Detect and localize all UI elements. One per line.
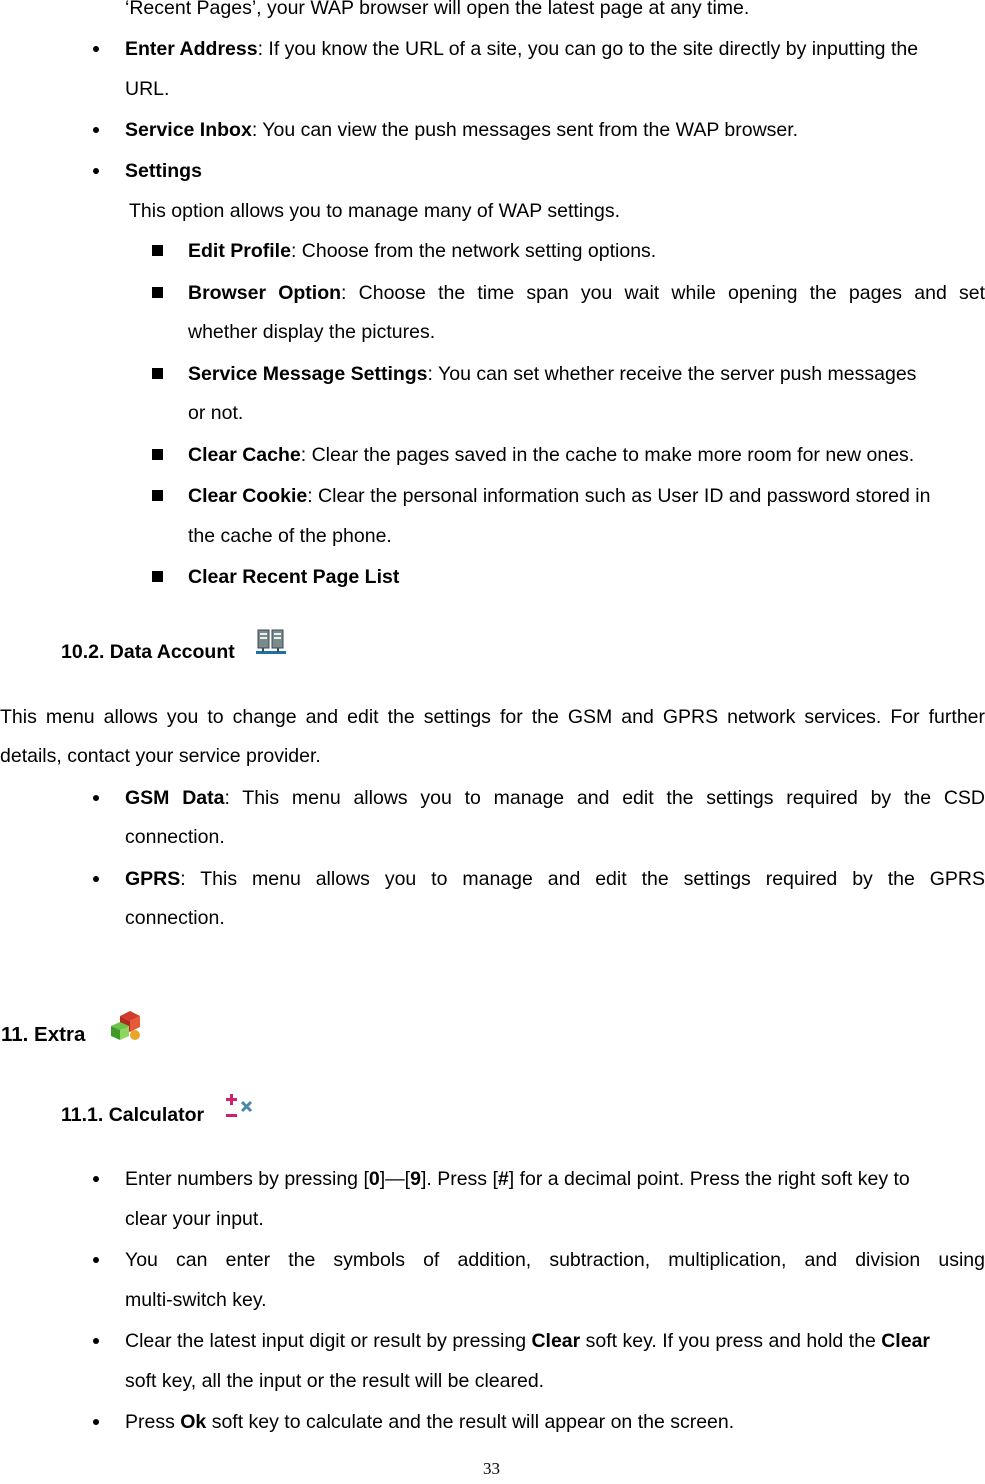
clear-cache-item: Clear Cache: Clear the pages saved in the cache to make more room for new ones. xyxy=(188,444,915,466)
calc-item-2: You can enter the symbols of addition, subtraction, multiplication, and division using xyxy=(125,1249,985,1271)
data-account-intro-cont: details, contact your service provider. xyxy=(0,745,321,767)
calc-item-1-cont: clear your input. xyxy=(125,1208,264,1230)
extra-icon xyxy=(108,1008,144,1044)
page-number: 33 xyxy=(483,1459,500,1478)
square-bullet xyxy=(152,571,163,582)
gsm-data-cont: connection. xyxy=(125,826,225,848)
bullet xyxy=(93,795,99,801)
bullet xyxy=(93,1176,99,1182)
bullet xyxy=(93,46,99,52)
bullet xyxy=(93,876,99,882)
service-inbox-item: Service Inbox: You can view the push messages sent from the WAP browser. xyxy=(125,119,799,141)
bullet xyxy=(93,127,99,133)
clear-cookie-cont: the cache of the phone. xyxy=(188,525,392,547)
service-message-item: Service Message Settings: You can set whether receive the server push messages xyxy=(188,363,917,385)
section-heading-11: 11. Extra xyxy=(1,1023,86,1046)
bullet xyxy=(93,168,99,174)
calc-item-3: Clear the latest input digit or result by pressing Clear soft key. If you press and hold the Clear xyxy=(125,1330,930,1352)
calculator-icon xyxy=(222,1092,256,1122)
square-bullet xyxy=(152,490,163,501)
calc-item-2-cont: multi-switch key. xyxy=(125,1289,267,1311)
data-account-icon xyxy=(255,627,287,661)
bullet xyxy=(93,1257,99,1263)
edit-profile-item: Edit Profile: Choose from the network setting options. xyxy=(188,240,657,262)
service-message-cont: or not. xyxy=(188,402,244,424)
browser-option-item: Browser Option: Choose the time span you wait while opening the pages and set xyxy=(188,282,985,304)
gsm-data-item: GSM Data: This menu allows you to manage and edit the settings required by the CSD xyxy=(125,787,985,809)
browser-option-cont: whether display the pictures. xyxy=(188,321,436,343)
calc-item-4: Press Ok soft key to calculate and the result will appear on the screen. xyxy=(125,1411,735,1433)
gprs-item: GPRS: This menu allows you to manage and edit the settings required by the GPRS xyxy=(125,868,985,890)
section-heading-11-1: 11.1. Calculator xyxy=(61,1104,205,1126)
data-account-intro: This menu allows you to change and edit the settings for the GSM and GPRS network services. For further xyxy=(0,706,985,728)
settings-intro: This option allows you to manage many of WAP settings. xyxy=(129,200,620,222)
square-bullet xyxy=(152,368,163,379)
square-bullet xyxy=(152,449,163,460)
square-bullet xyxy=(152,245,163,256)
clear-cookie-item: Clear Cookie: Clear the personal information such as User ID and password stored in xyxy=(188,485,931,507)
continued-text: ‘Recent Pages’, your WAP browser will open the latest page at any time. xyxy=(125,0,750,19)
settings-heading: Settings xyxy=(125,160,202,182)
section-heading-10-2: 10.2. Data Account xyxy=(61,641,235,663)
bullet xyxy=(93,1338,99,1344)
clear-recent-item: Clear Recent Page List xyxy=(188,566,400,588)
enter-address-item: Enter Address: If you know the URL of a site, you can go to the site directly by inputting the xyxy=(125,38,919,60)
calc-item-3-cont: soft key, all the input or the result will be cleared. xyxy=(125,1370,545,1392)
bullet xyxy=(93,1419,99,1425)
square-bullet xyxy=(152,287,163,298)
gprs-cont: connection. xyxy=(125,907,225,929)
calc-item-1: Enter numbers by pressing [0]—[9]. Press [#] for a decimal point. Press the right soft key to xyxy=(125,1168,910,1190)
enter-address-cont: URL. xyxy=(125,78,170,100)
